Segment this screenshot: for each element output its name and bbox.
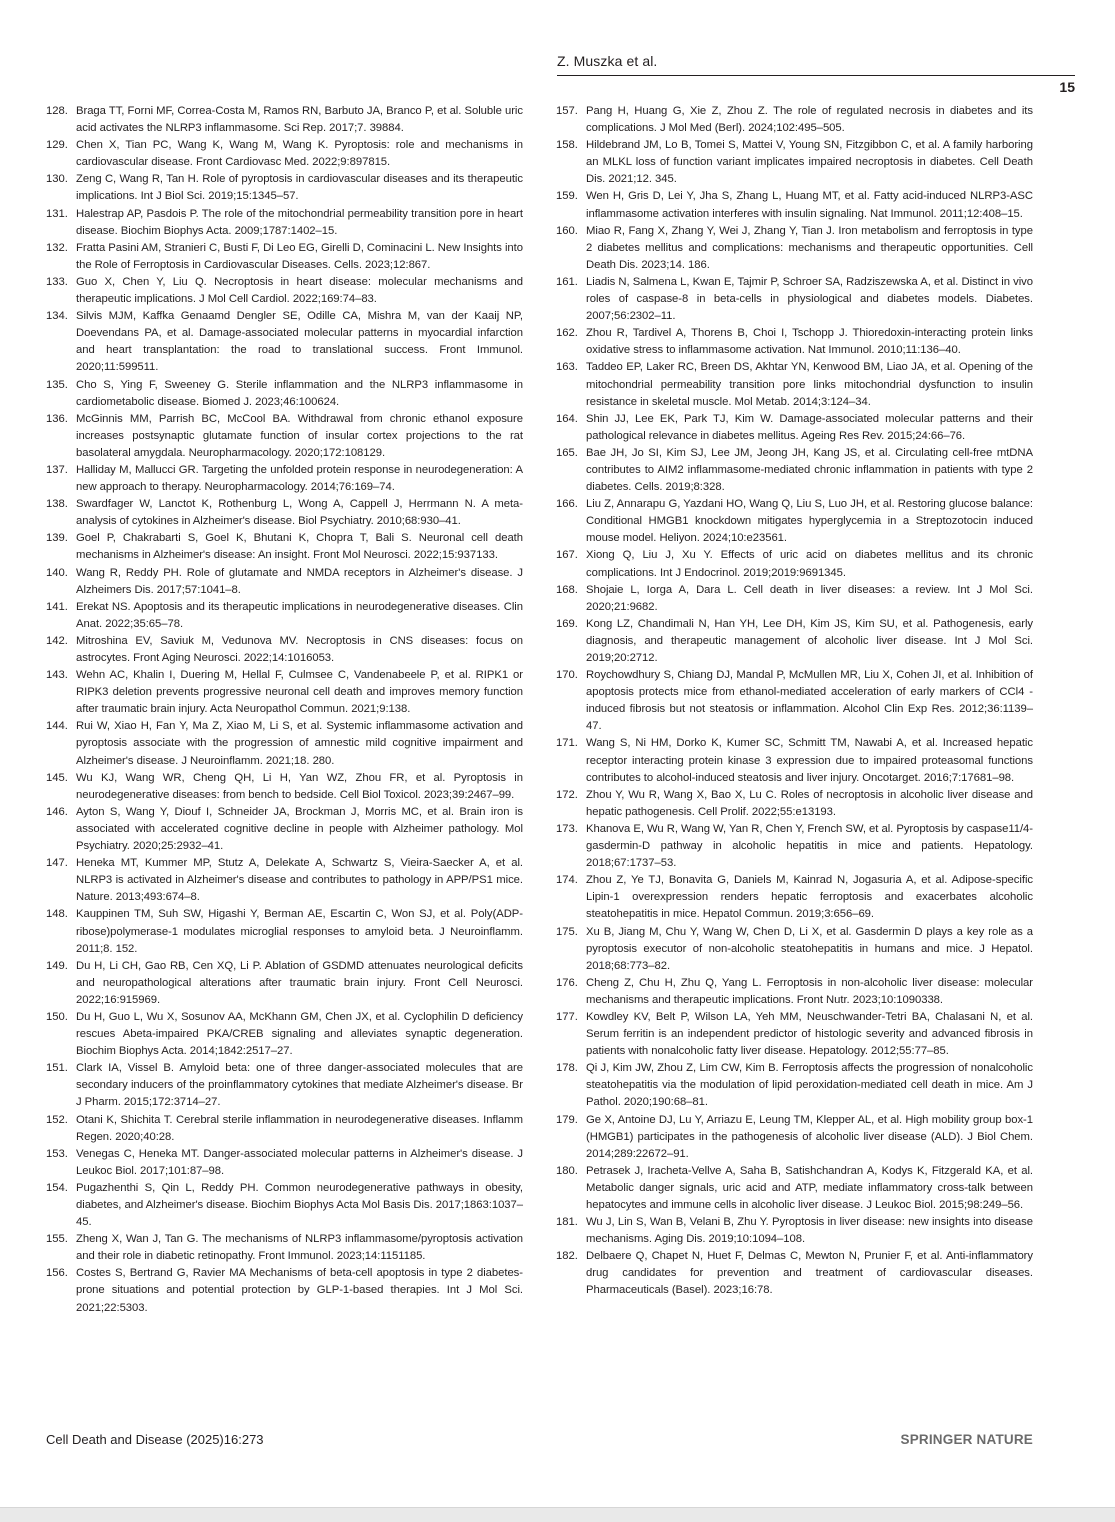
reference-number: 170. bbox=[556, 669, 578, 682]
reference-number: 152. bbox=[46, 1113, 68, 1126]
reference-item bbox=[46, 1231, 523, 1265]
reference-text: Wang S, Ni HM, Dorko K, Kumer SC, Schmitt TM, Nawabi A, et al. Increased hepatic receptor interacting protein kinase 3 expression due to impaired proteasomal functions contributes to alcohol-induced steatosis and liver injury. Oncotarget. 2016;7:17681–98. bbox=[586, 737, 1033, 784]
reference-number: 135. bbox=[46, 378, 68, 391]
reference-number: 133. bbox=[46, 275, 68, 288]
reference-number: 175. bbox=[556, 925, 578, 938]
reference-item bbox=[46, 1112, 523, 1146]
reference-item bbox=[556, 616, 1033, 667]
reference-text: Guo X, Chen Y, Liu Q. Necroptosis in heart disease: molecular mechanisms and therapeutic implications. J Mol Cell Cardiol. 2022;169:74–83. bbox=[76, 275, 523, 306]
reference-number: 134. bbox=[46, 310, 68, 323]
reference-number: 163. bbox=[556, 361, 578, 374]
reference-item bbox=[46, 804, 523, 855]
reference-text: Heneka MT, Kummer MP, Stutz A, Delekate A, Schwartz S, Vieira-Saecker A, et al. NLRP3 is activated in Alzheimer's disease and contributes to pathology in APP/PS1 mice. Nature. 2013;493:674–8. bbox=[76, 857, 523, 904]
reference-item bbox=[46, 1009, 523, 1060]
reference-number: 146. bbox=[46, 805, 68, 818]
reference-number: 169. bbox=[556, 617, 578, 630]
reference-number: 172. bbox=[556, 788, 578, 801]
reference-text: Bae JH, Jo SI, Kim SJ, Lee JM, Jeong JH, Kang JS, et al. Circulating cell-free mtDNA contributes to AIM2 inflammasome-mediated chronic inflammation in patients with type 2 diabetes. Cells. 2019;8:328. bbox=[586, 446, 1033, 494]
reference-text: Goel P, Chakrabarti S, Goel K, Bhutani K, Chopra T, Bali S. Neuronal cell death mechanisms in Alzheimer's disease: An insight. Front Mol Neurosci. 2022;15:937133. bbox=[76, 532, 523, 562]
reference-text: Shin JJ, Lee EK, Park TJ, Kim W. Damage-associated molecular patterns and their pathological relevance in diabetes mellitus. Ageing Res Rev. 2015;24:66–76. bbox=[586, 412, 1033, 442]
reference-item bbox=[46, 206, 523, 240]
reference-text: Kong LZ, Chandimali N, Han YH, Lee DH, Kim JS, Kim SU, et al. Pathogenesis, early diagnosis, and therapeutic management of alcoholic liver disease. Int J Mol Sci. 2019;20:2712. bbox=[586, 617, 1033, 664]
reference-text: Wu J, Lin S, Wan B, Velani B, Zhu Y. Pyroptosis in liver disease: new insights into disease mechanisms. Aging Dis. 2019;10:1094–108. bbox=[586, 1216, 1033, 1246]
reference-item bbox=[46, 565, 523, 599]
reference-text: Hildebrand JM, Lo B, Tomei S, Mattei V, Young SN, Fitzgibbon C, et al. A family harboring an MLKL loss of function variant implicates impaired necroptosis in diabetes. Cell Death Dis. 2021;12. 345. bbox=[586, 139, 1033, 186]
reference-number: 156. bbox=[46, 1267, 68, 1280]
reference-number: 159. bbox=[556, 190, 578, 203]
reference-item bbox=[46, 1265, 523, 1316]
reference-item bbox=[46, 1060, 523, 1111]
reference-text: Ayton S, Wang Y, Diouf I, Schneider JA, Brockman J, Morris MC, et al. Brain iron is associated with accelerated cognitive decline in people with Alzheimer pathology. Mol Psychiatry. 2020;25:2932–41. bbox=[76, 805, 523, 853]
reference-item bbox=[556, 1060, 1033, 1111]
reference-item bbox=[556, 1163, 1033, 1214]
reference-number: 136. bbox=[46, 412, 68, 425]
reference-text: Shojaie L, Iorga A, Dara L. Cell death in liver diseases: a review. Int J Mol Sci. 2020;21:9682. bbox=[586, 583, 1033, 613]
reference-item bbox=[46, 906, 523, 957]
reference-text: Kauppinen TM, Suh SW, Higashi Y, Berman AE, Escartin C, Won SJ, et al. Poly(ADP-ribose)polymerase-1 modulates microglial responses to amyloid beta. J Neuroinflamm. 2011;8. 152. bbox=[76, 908, 523, 955]
reference-number: 182. bbox=[556, 1250, 578, 1263]
reference-text: Chen X, Tian PC, Wang K, Wang M, Wang K. Pyroptosis: role and mechanisms in cardiovascular disease. Front Cardiovasc Med. 2022;9:897815. bbox=[76, 139, 523, 169]
reference-number: 129. bbox=[46, 139, 68, 152]
reference-number: 143. bbox=[46, 669, 68, 682]
reference-item bbox=[46, 274, 523, 308]
reference-item bbox=[556, 1112, 1033, 1163]
footer-journal-citation: Cell Death and Disease (2025)16:273 bbox=[46, 1432, 264, 1447]
reference-text: Taddeo EP, Laker RC, Breen DS, Akhtar YN, Kenwood BM, Liao JA, et al. Opening of the mitochondrial permeability transition pore links mitochondrial dysfunction to insulin resistance in skeletal muscle. Mol Metab. 2014;3:124–34. bbox=[586, 361, 1033, 408]
reference-item bbox=[46, 171, 523, 205]
reference-item bbox=[46, 599, 523, 633]
reference-text: Ge X, Antoine DJ, Lu Y, Arriazu E, Leung TM, Klepper AL, et al. High mobility group box-1 (HMGB1) participates in the pathogenesis of alcoholic liver disease (ALD). J Biol Chem. 2014;289:22672–91. bbox=[586, 1113, 1033, 1160]
reference-text: Venegas C, Heneka MT. Danger-associated molecular patterns in Alzheimer's disease. J Leukoc Biol. 2017;101:87–98. bbox=[76, 1147, 523, 1177]
reference-number: 148. bbox=[46, 908, 68, 921]
reference-item bbox=[556, 445, 1033, 496]
reference-number: 158. bbox=[556, 139, 578, 152]
viewer-bottom-bar bbox=[0, 1507, 1115, 1522]
reference-number: 145. bbox=[46, 771, 68, 784]
reference-number: 128. bbox=[46, 105, 68, 117]
reference-number: 130. bbox=[46, 173, 68, 186]
reference-item bbox=[46, 958, 523, 1009]
reference-number: 181. bbox=[556, 1216, 578, 1229]
reference-number: 176. bbox=[556, 976, 578, 989]
reference-item bbox=[556, 1214, 1033, 1248]
reference-text: Erekat NS. Apoptosis and its therapeutic implications in neurodegenerative diseases. Clin Anat. 2022;35:65–78. bbox=[76, 600, 523, 630]
reference-item bbox=[556, 1009, 1033, 1060]
reference-number: 177. bbox=[556, 1010, 578, 1023]
reference-number: 137. bbox=[46, 463, 68, 476]
references-right-column bbox=[556, 103, 1033, 1300]
reference-number: 138. bbox=[46, 498, 68, 511]
reference-number: 161. bbox=[556, 275, 578, 288]
reference-item bbox=[46, 718, 523, 769]
reference-text: Cho S, Ying F, Sweeney G. Sterile inflammation and the NLRP3 inflammasome in cardiometabolic disease. Biomed J. 2023;46:100624. bbox=[76, 378, 523, 408]
reference-text: Clark IA, Vissel B. Amyloid beta: one of three danger-associated molecules that are secondary inducers of the proinflammatory cytokines that mediate Alzheimer's disease. Br J Pharm. 2015;172:3714–27. bbox=[76, 1062, 523, 1109]
reference-number: 166. bbox=[556, 498, 578, 511]
reference-item bbox=[46, 855, 523, 906]
reference-number: 132. bbox=[46, 241, 68, 254]
reference-item bbox=[46, 137, 523, 171]
reference-text: Kowdley KV, Belt P, Wilson LA, Yeh MM, Neuschwander-Tetri BA, Chalasani N, et al. Serum ferritin is an independent predictor of histologic severity and advanced fibrosis in patients with nonalcoholic fatty liver disease. Hepatology. 2012;55:77–85. bbox=[586, 1010, 1033, 1058]
reference-text: McGinnis MM, Parrish BC, McCool BA. Withdrawal from chronic ethanol exposure increases postsynaptic glutamate function of insular cortex projections to the rat basolateral amygdala. Neuropharmacology. 2020;172:108129. bbox=[76, 412, 523, 459]
reference-text: Wen H, Gris D, Lei Y, Jha S, Zhang L, Huang MT, et al. Fatty acid-induced NLRP3-ASC inflammasome activation interferes with insulin signaling. Nat Immunol. 2011;12:408–15. bbox=[586, 190, 1033, 220]
reference-number: 144. bbox=[46, 720, 68, 733]
reference-text: Du H, Li CH, Gao RB, Cen XQ, Li P. Ablation of GSDMD attenuates neurological deficits and neuropathological alterations after traumatic brain injury. Front Cell Neurosci. 2022;16:915969. bbox=[76, 959, 523, 1006]
reference-item bbox=[556, 325, 1033, 359]
reference-number: 139. bbox=[46, 532, 68, 545]
reference-text: Otani K, Shichita T. Cerebral sterile inflammation in neurodegenerative diseases. Inflamm Regen. 2020;40:28. bbox=[76, 1113, 523, 1143]
reference-number: 131. bbox=[46, 207, 68, 220]
reference-text: Pang H, Huang G, Xie Z, Zhou Z. The role of regulated necrosis in diabetes and its complications. J Mol Med (Berl). 2024;102:495–505. bbox=[586, 105, 1033, 135]
reference-text: Mitroshina EV, Saviuk M, Vedunova MV. Necroptosis in CNS diseases: focus on astrocytes. Front Aging Neurosci. 2022;14:1016053. bbox=[76, 634, 523, 664]
publisher-logo: SPRINGER NATURE bbox=[900, 1432, 1033, 1447]
reference-number: 160. bbox=[556, 224, 578, 237]
reference-item bbox=[556, 274, 1033, 325]
reference-number: 167. bbox=[556, 549, 578, 562]
reference-item bbox=[556, 924, 1033, 975]
reference-text: Fratta Pasini AM, Stranieri C, Busti F, Di Leo EG, Girelli D, Cominacini L. New Insights into the Role of Ferroptosis in Cardiovascular Diseases. Cells. 2023;12:867. bbox=[76, 241, 523, 271]
reference-number: 168. bbox=[556, 583, 578, 596]
reference-text: Halestrap AP, Pasdois P. The role of the mitochondrial permeability transition pore in heart disease. Biochim Biophys Acta. 2009;1787:1402–15. bbox=[76, 207, 523, 237]
reference-item bbox=[556, 1248, 1033, 1299]
reference-number: 155. bbox=[46, 1233, 68, 1246]
reference-item bbox=[46, 496, 523, 530]
reference-text: Silvis MJM, Kaffka Genaamd Dengler SE, Odille CA, Mishra M, van der Kaaij NP, Doevendans PA, et al. Damage-associated molecular patterns in myocardial infarction and heart transplantation: the road to translational success. Front Immunol. 2020;11:599511. bbox=[76, 310, 523, 374]
reference-number: 157. bbox=[556, 105, 578, 117]
reference-item bbox=[556, 975, 1033, 1009]
reference-text: Petrasek J, Iracheta-Vellve A, Saha B, Satishchandran A, Kodys K, Fitzgerald KA, et al. Metabolic danger signals, uric acid and ATP, mediate inflammatory cross-talk between hepatocytes and immune cells in alcoholic liver disease. J Leukoc Biol. 2015;98:249–56. bbox=[586, 1164, 1033, 1211]
reference-item bbox=[556, 787, 1033, 821]
reference-number: 178. bbox=[556, 1062, 578, 1075]
reference-text: Costes S, Bertrand G, Ravier MA Mechanisms of beta-cell apoptosis in type 2 diabetes-prone situations and potential protection by GLP-1-based therapies. Int J Mol Sci. 2021;22:5303. bbox=[76, 1267, 523, 1314]
running-header-author: Z. Muszka et al. bbox=[557, 53, 658, 69]
page-number: 15 bbox=[1059, 79, 1075, 95]
reference-item bbox=[556, 103, 1033, 137]
reference-item bbox=[46, 411, 523, 462]
reference-item bbox=[556, 821, 1033, 872]
reference-number: 164. bbox=[556, 412, 578, 425]
reference-item bbox=[556, 735, 1033, 786]
reference-text: Wu KJ, Wang WR, Cheng QH, Li H, Yan WZ, Zhou FR, et al. Pyroptosis in neurodegenerative diseases: from bench to bedside. Cell Biol Toxicol. 2023;39:2467–99. bbox=[76, 771, 523, 801]
references-left-column bbox=[46, 103, 523, 1317]
reference-item bbox=[46, 377, 523, 411]
reference-item bbox=[556, 411, 1033, 445]
reference-text: Pugazhenthi S, Qin L, Reddy PH. Common neurodegenerative pathways in obesity, diabetes, and Alzheimer's disease. Biochim Biophys Acta Mol Basis Dis. 2017;1863:1037–45. bbox=[76, 1181, 523, 1229]
reference-number: 141. bbox=[46, 600, 68, 613]
header-rule bbox=[557, 75, 1075, 76]
reference-item bbox=[46, 1180, 523, 1231]
reference-number: 142. bbox=[46, 634, 68, 647]
reference-text: Liadis N, Salmena L, Kwan E, Tajmir P, Schroer SA, Radziszewska A, et al. Distinct in vivo roles of caspase-8 in beta-cells in physiological and diabetes models. Diabetes. 2007;56:2302–11. bbox=[586, 275, 1033, 323]
reference-text: Zhou R, Tardivel A, Thorens B, Choi I, Tschopp J. Thioredoxin-interacting protein links oxidative stress to inflammasome activation. Nat Immunol. 2010;11:136–40. bbox=[586, 327, 1033, 357]
reference-text: Delbaere Q, Chapet N, Huet F, Delmas C, Mewton N, Prunier F, et al. Anti-inflammatory drug candidates for prevention and treatment of cardiovascular diseases. Pharmaceuticals (Basel). 2023;16:78. bbox=[586, 1250, 1033, 1297]
reference-item bbox=[46, 530, 523, 564]
reference-number: 162. bbox=[556, 327, 578, 340]
reference-number: 153. bbox=[46, 1147, 68, 1160]
reference-item bbox=[556, 582, 1033, 616]
reference-number: 154. bbox=[46, 1181, 68, 1194]
reference-text: Zeng C, Wang R, Tan H. Role of pyroptosis in cardiovascular diseases and its therapeutic implications. Int J Biol Sci. 2019;15:1345–57. bbox=[76, 173, 523, 203]
reference-item bbox=[46, 308, 523, 376]
reference-item bbox=[46, 1146, 523, 1180]
reference-text: Rui W, Xiao H, Fan Y, Ma Z, Xiao M, Li S, et al. Systemic inflammasome activation and pyroptosis associate with the progression of amnestic mild cognitive impairment and Alzheimer's disease. J Neuroinflamm. 2021;18. 280. bbox=[76, 720, 523, 767]
reference-text: Liu Z, Annarapu G, Yazdani HO, Wang Q, Liu S, Luo JH, et al. Restoring glucose balance: Conditional HMGB1 knockdown mitigates hyperglycemia in a Streptozotocin induced mouse model. Heliyon. 2024;10:e23561. bbox=[586, 498, 1033, 545]
reference-item bbox=[556, 223, 1033, 274]
reference-text: Roychowdhury S, Chiang DJ, Mandal P, McMullen MR, Liu X, Cohen JI, et al. Inhibition of apoptosis protects mice from ethanol-mediated acceleration of early markers of CCl4 -induced fibrosis but not steatosis or inflammation. Alcohol Clin Exp Res. 2012;36:1139–47. bbox=[586, 669, 1033, 733]
reference-text: Du H, Guo L, Wu X, Sosunov AA, McKhann GM, Chen JX, et al. Cyclophilin D deficiency rescues Abeta-impaired PKA/CREB signaling and alleviates synaptic degeneration. Biochim Biophys Acta. 2014;1842:2517–27. bbox=[76, 1010, 523, 1058]
reference-number: 179. bbox=[556, 1113, 578, 1126]
reference-number: 147. bbox=[46, 857, 68, 870]
reference-text: Swardfager W, Lanctot K, Rothenburg L, Wong A, Cappell J, Herrmann N. A meta-analysis of cytokines in Alzheimer's disease. Biol Psychiatry. 2010;68:930–41. bbox=[76, 498, 523, 528]
reference-number: 171. bbox=[556, 737, 578, 750]
reference-number: 173. bbox=[556, 822, 578, 835]
reference-text: Khanova E, Wu R, Wang W, Yan R, Chen Y, French SW, et al. Pyroptosis by caspase11/4-gasdermin-D pathway in alcoholic hepatitis in mice and patients. Hepatology. 2018;67:1737–53. bbox=[586, 822, 1033, 870]
reference-item bbox=[556, 872, 1033, 923]
reference-text: Wehn AC, Khalin I, Duering M, Hellal F, Culmsee C, Vandenabeele P, et al. RIPK1 or RIPK3 deletion prevents progressive neuronal cell death and improves memory function after traumatic brain injury. Acta Neuropathol Commun. 2021;9:138. bbox=[76, 669, 523, 716]
reference-text: Qi J, Kim JW, Zhou Z, Lim CW, Kim B. Ferroptosis affects the progression of nonalcoholic steatohepatitis via the modulation of lipid peroxidation-mediated cell death in mice. Am J Pathol. 2020;190:68–81. bbox=[586, 1062, 1033, 1109]
reference-item bbox=[46, 240, 523, 274]
reference-text: Wang R, Reddy PH. Role of glutamate and NMDA receptors in Alzheimer's disease. J Alzheimers Dis. 2017;57:1041–8. bbox=[76, 566, 523, 596]
reference-item bbox=[556, 667, 1033, 735]
reference-item bbox=[46, 633, 523, 667]
reference-text: Zhou Z, Ye TJ, Bonavita G, Daniels M, Kainrad N, Jogasuria A, et al. Adipose-specific Lipin-1 overexpression renders hepatic ferroptosis and exacerbates alcoholic steatohepatitis in mice. Hepatol Commun. 2019;3:656–69. bbox=[586, 874, 1033, 921]
reference-text: Halliday M, Mallucci GR. Targeting the unfolded protein response in neurodegeneration: A new approach to therapy. Neuropharmacology. 2014;76:169–74. bbox=[76, 463, 523, 494]
reference-text: Cheng Z, Chu H, Zhu Q, Yang L. Ferroptosis in non-alcoholic liver disease: molecular mechanisms and therapeutic implications. Front Nutr. 2023;10:1090338. bbox=[586, 976, 1033, 1006]
reference-item bbox=[46, 103, 523, 137]
reference-text: Braga TT, Forni MF, Correa-Costa M, Ramos RN, Barbuto JA, Branco P, et al. Soluble uric acid activates the NLRP3 inflammasome. Sci Rep. 2017;7. 39884. bbox=[76, 105, 523, 135]
reference-item bbox=[556, 137, 1033, 188]
reference-number: 149. bbox=[46, 959, 68, 972]
reference-text: Zheng X, Wan J, Tan G. The mechanisms of NLRP3 inflammasome/pyroptosis activation and their role in diabetic retinopathy. Front Immunol. 2023;14:1151185. bbox=[76, 1233, 523, 1263]
reference-number: 150. bbox=[46, 1010, 68, 1023]
reference-item bbox=[46, 667, 523, 718]
reference-text: Zhou Y, Wu R, Wang X, Bao X, Lu C. Roles of necroptosis in alcoholic liver disease and hepatic pathogenesis. Cell Prolif. 2022;55:e13193. bbox=[586, 788, 1033, 818]
reference-number: 174. bbox=[556, 874, 578, 887]
reference-text: Miao R, Fang X, Zhang Y, Wei J, Zhang Y, Tian J. Iron metabolism and ferroptosis in type 2 diabetes mellitus and complications: mechanisms and therapeutic opportunities. Cell Death Dis. 2023;14. 186. bbox=[586, 224, 1033, 271]
reference-number: 165. bbox=[556, 446, 578, 459]
reference-number: 180. bbox=[556, 1164, 578, 1177]
reference-text: Xu B, Jiang M, Chu Y, Wang W, Chen D, Li X, et al. Gasdermin D plays a key role as a pyroptosis executor of non-alcoholic steatohepatitis in humans and mice. J Hepatol. 2018;68:773–82. bbox=[586, 925, 1033, 972]
reference-item bbox=[556, 359, 1033, 410]
reference-item bbox=[46, 462, 523, 496]
reference-item bbox=[556, 188, 1033, 222]
reference-number: 140. bbox=[46, 566, 68, 579]
reference-number: 151. bbox=[46, 1062, 68, 1075]
reference-item bbox=[46, 770, 523, 804]
reference-item bbox=[556, 496, 1033, 547]
reference-item bbox=[556, 547, 1033, 581]
reference-text: Xiong Q, Liu J, Xu Y. Effects of uric acid on diabetes mellitus and its chronic complications. Int J Endocrinol. 2019;2019:9691345. bbox=[586, 549, 1033, 579]
